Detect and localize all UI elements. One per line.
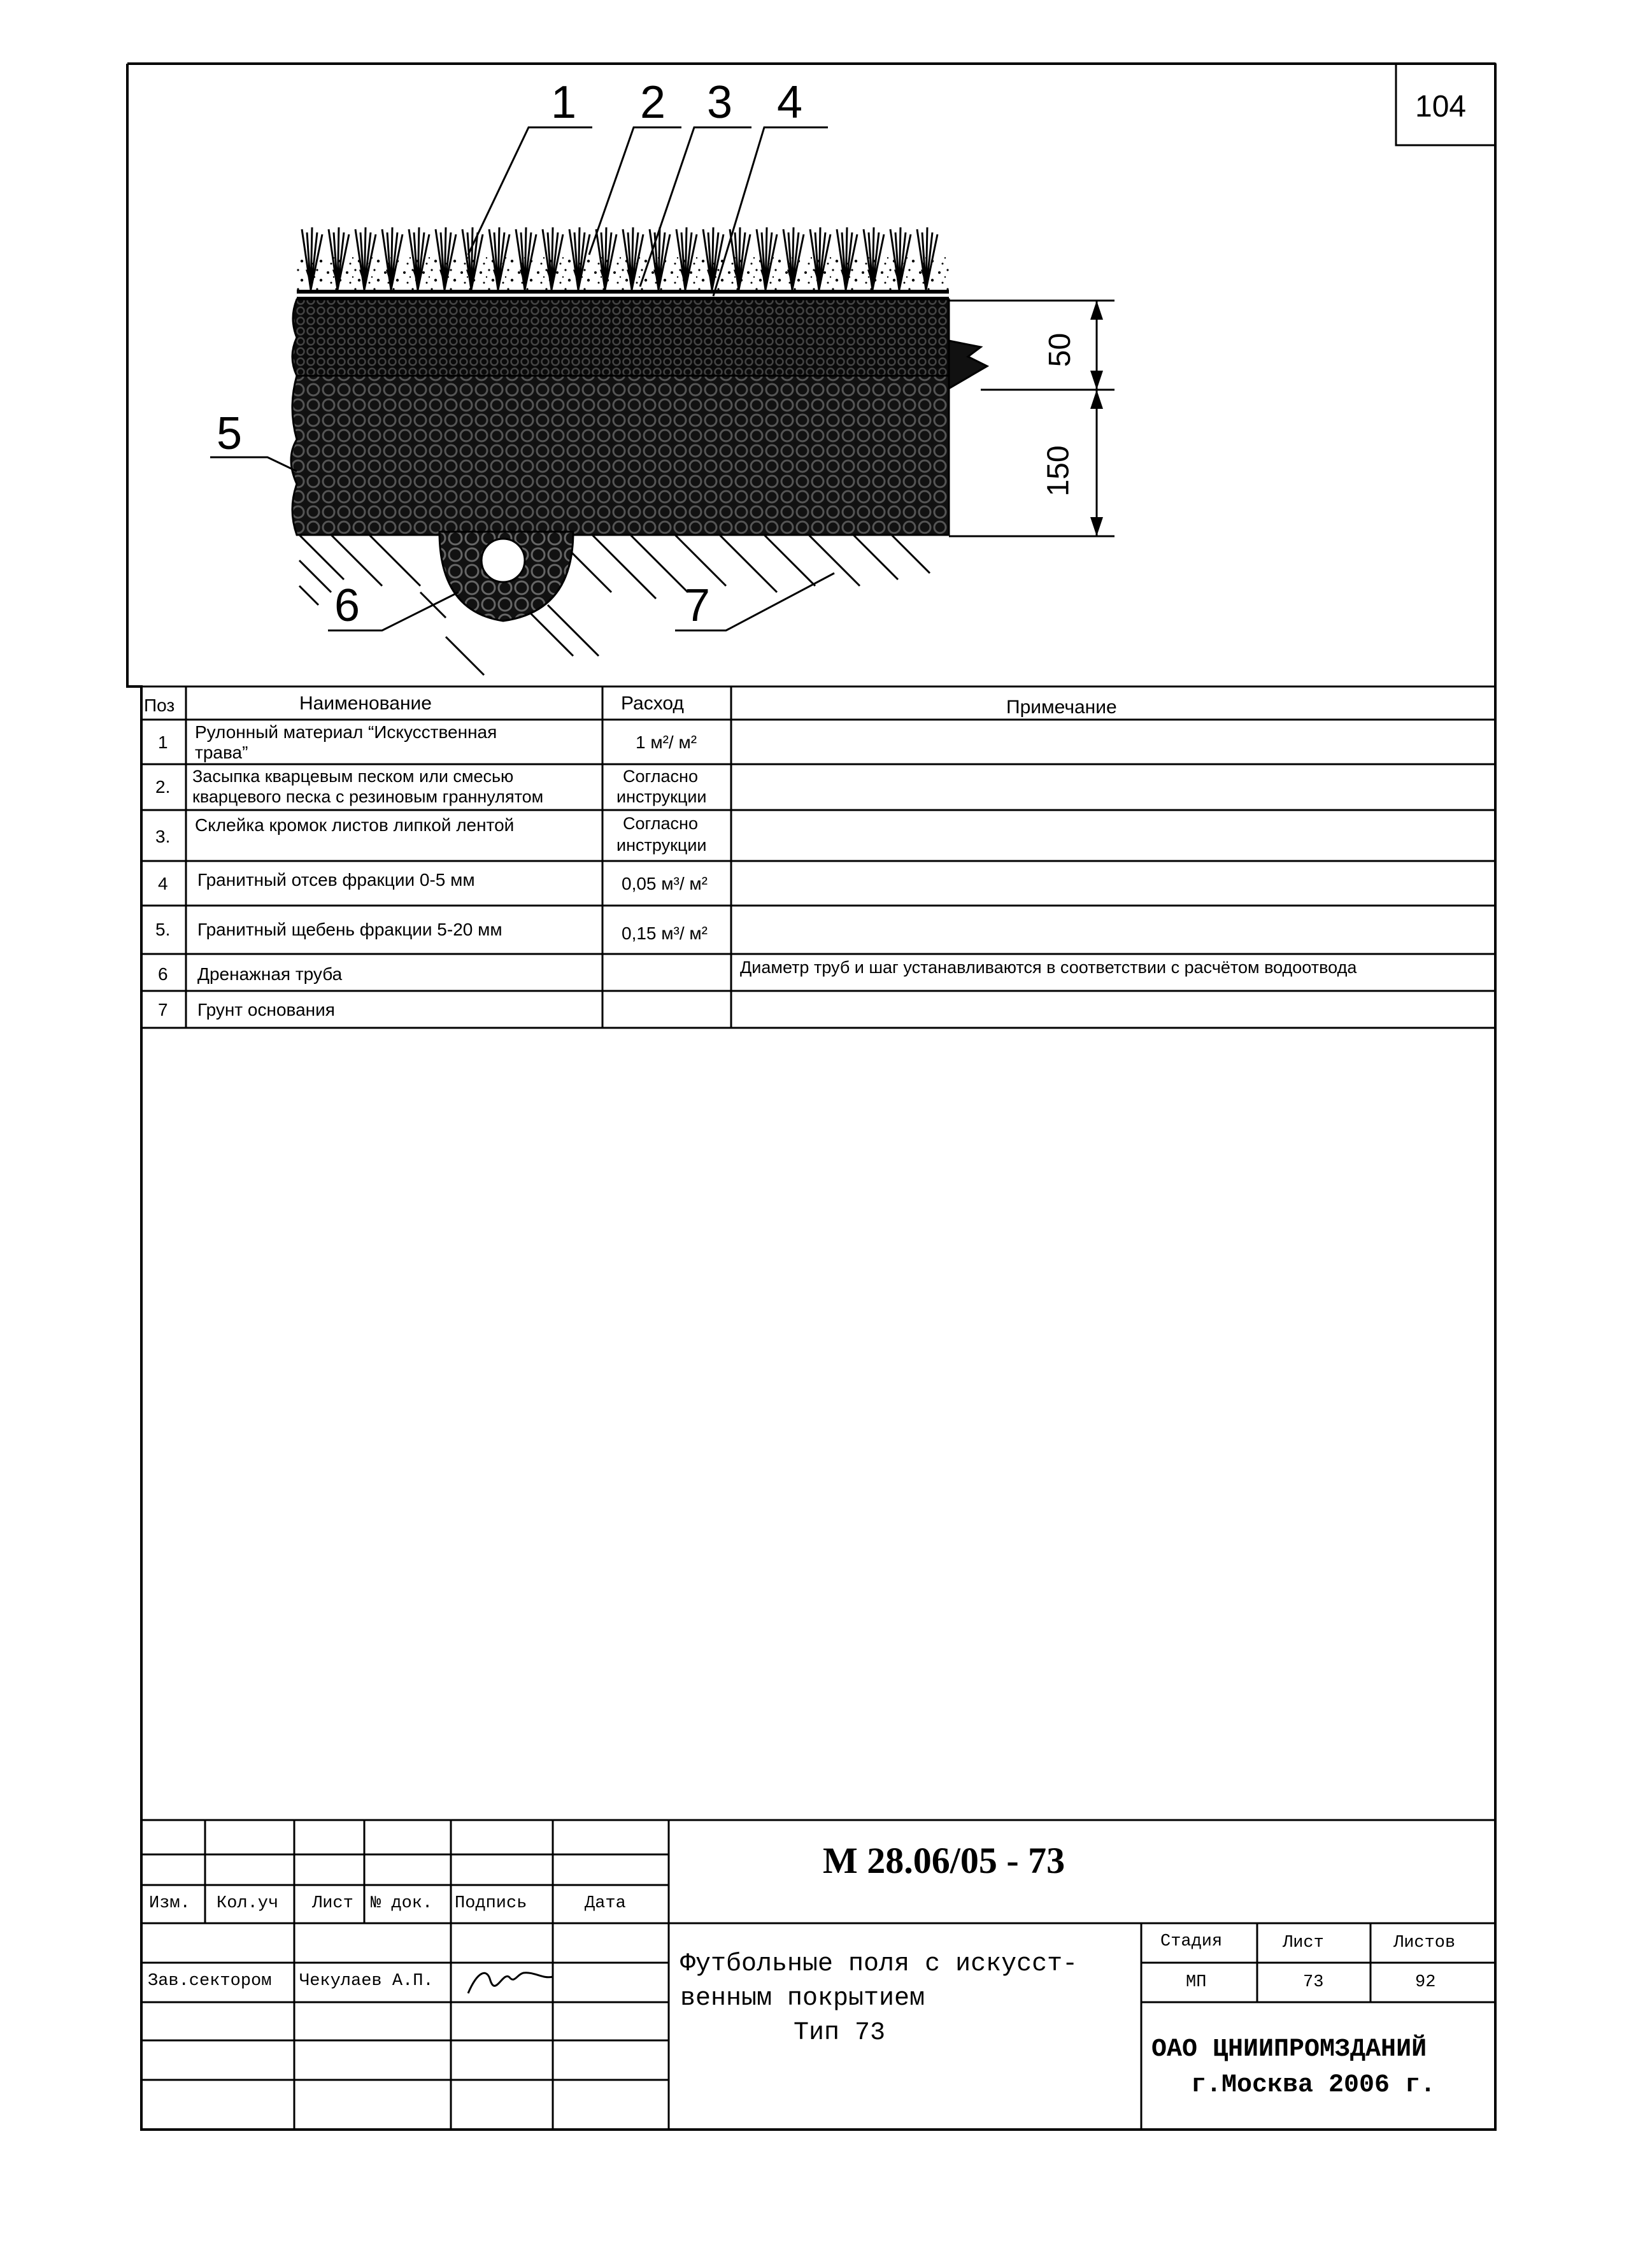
drawing-title-line2: венным покрытием xyxy=(680,1984,925,2013)
document-code: М 28.06/05 - 73 xyxy=(823,1840,1065,1881)
row-5-pos: 5. xyxy=(155,920,171,939)
rev-header-izm: Изм. xyxy=(149,1894,190,1913)
row-4-name: Гранитный отсев фракции 0-5 мм xyxy=(197,870,475,890)
row-3-consumption-line1: Согласно xyxy=(623,814,698,833)
row-3-name: Склейка кромок листов липкой лентой xyxy=(195,815,515,835)
person-name: Чекулаев А.П. xyxy=(299,1972,434,1991)
dimension-150: 150 xyxy=(1041,445,1076,497)
stage-header-sheet: Лист xyxy=(1283,1933,1324,1953)
page-number: 104 xyxy=(1415,90,1467,124)
callout-1: 1 xyxy=(551,77,577,128)
header-pos: Поз xyxy=(144,695,175,715)
rev-header-date: Дата xyxy=(585,1894,626,1913)
sheets-value: 92 xyxy=(1415,1973,1436,1992)
header-note: Примечание xyxy=(1006,697,1117,718)
header-name: Наименование xyxy=(299,693,432,714)
callout-7: 7 xyxy=(685,580,711,631)
header-consumption: Расход xyxy=(621,693,684,714)
rev-header-kol: Кол.уч xyxy=(217,1894,279,1913)
rev-header-doc: № док. xyxy=(371,1894,433,1913)
rev-header-list: Лист xyxy=(312,1894,353,1913)
row-3-pos: 3. xyxy=(155,827,171,846)
row-2-consumption-line2: инструкции xyxy=(616,787,707,806)
drawing-title-line1: Футбольные поля с искусст- xyxy=(680,1950,1078,1979)
row-2-name-line2: кварцевого песка с резиновым граннулятом xyxy=(192,787,544,806)
row-2-pos: 2. xyxy=(155,777,171,797)
city-year: г.Москва 2006 г. xyxy=(1191,2071,1436,2100)
row-5-consumption: 0,15 м³/ м² xyxy=(622,923,708,943)
callout-6: 6 xyxy=(334,580,360,631)
rev-header-sign: Подпись xyxy=(455,1894,527,1913)
callout-2: 2 xyxy=(640,77,666,128)
stage-header-stage: Стадия xyxy=(1160,1932,1223,1951)
row-2-name-line1: Засыпка кварцевым песком или смесью xyxy=(192,767,514,786)
drain-pipe xyxy=(481,539,525,582)
row-6-note: Диаметр труб и шаг устанавливаются в соответствии с расчётом водоотвода xyxy=(740,958,1357,977)
sheet-value: 73 xyxy=(1303,1973,1324,1992)
row-1-consumption: 1 м²/ м² xyxy=(636,732,697,752)
organization: ОАО ЦНИИПРОМЗДАНИЙ xyxy=(1151,2035,1427,2064)
stage-value: МП xyxy=(1186,1973,1207,1992)
row-6-pos: 6 xyxy=(158,964,168,984)
signature xyxy=(468,1973,553,1993)
row-1-pos: 1 xyxy=(158,732,168,752)
row-4-consumption: 0,05 м³/ м² xyxy=(622,874,708,893)
row-5-name: Гранитный щебень фракции 5-20 мм xyxy=(197,920,502,939)
dimension-50: 50 xyxy=(1043,332,1078,367)
row-3-consumption-line2: инструкции xyxy=(616,836,707,855)
role-label: Зав.сектором xyxy=(148,1972,272,1991)
row-6-name: Дренажная труба xyxy=(197,964,343,984)
row-7-name: Грунт основания xyxy=(197,1000,335,1020)
row-2-consumption-line1: Согласно xyxy=(623,767,698,786)
row-1-name-line1: Рулонный материал “Искусственная xyxy=(195,722,497,742)
callout-3: 3 xyxy=(707,77,733,128)
soil-hatching xyxy=(299,535,930,675)
callout-5: 5 xyxy=(217,408,243,459)
row-4-pos: 4 xyxy=(158,874,168,893)
dimension-lines xyxy=(949,301,1114,536)
row-1-name-line2: трава” xyxy=(195,743,248,762)
drawing-title-line3: Тип 73 xyxy=(794,2019,886,2047)
row-7-pos: 7 xyxy=(158,1000,168,1020)
stage-header-sheets: Листов xyxy=(1393,1933,1456,1953)
callout-4: 4 xyxy=(777,77,803,128)
